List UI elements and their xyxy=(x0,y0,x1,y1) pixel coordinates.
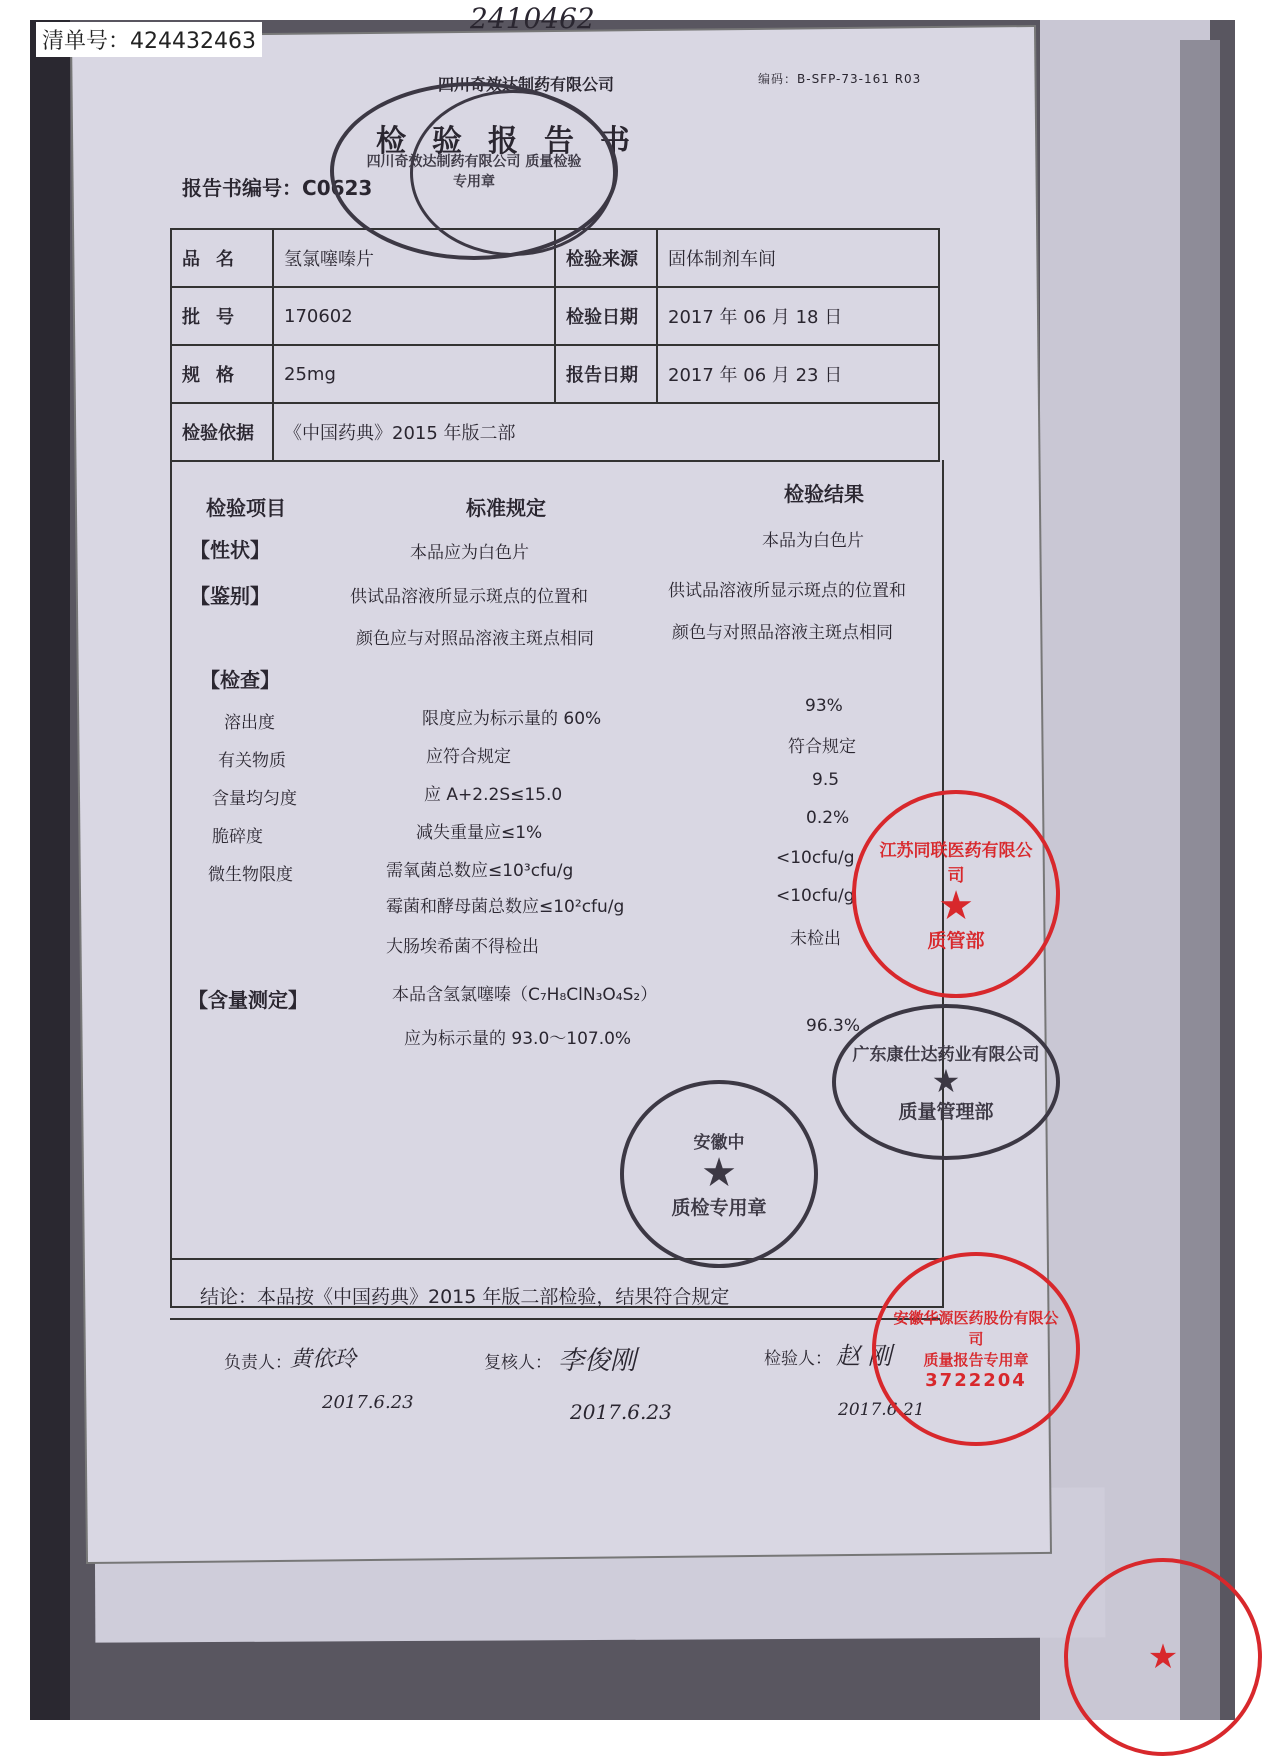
reviewer-date: 2017.6.23 xyxy=(570,1400,672,1424)
star-icon: ★ xyxy=(938,882,974,929)
identification-result-1: 供试品溶液所显示斑点的位置和 xyxy=(668,581,906,601)
label-name: 品名 xyxy=(171,229,273,287)
star-icon: ★ xyxy=(701,1150,737,1196)
col-standard-header: 标准规定 xyxy=(466,496,546,520)
assay-standard-1: 本品含氢氯噻嗪（C₇H₈ClN₃O₄S₂） xyxy=(392,985,658,1005)
assay-result: 96.3% xyxy=(806,1016,861,1036)
micro-standard: 大肠埃希菌不得检出 xyxy=(386,937,539,957)
label-source: 检验来源 xyxy=(555,229,657,287)
check-item: 微生物限度 xyxy=(208,865,293,885)
red-stamp-jiangsu-ring: 江苏同联医药有限公司 xyxy=(879,840,1033,886)
star-icon: ★ xyxy=(931,1062,961,1100)
check-item: 有关物质 xyxy=(218,751,286,771)
company-name: 四川奇效达制药有限公司 xyxy=(438,75,615,94)
responsible-signature: 黄依玲 xyxy=(290,1347,357,1372)
stamp-anhui-ring: 安徽中 xyxy=(693,1133,745,1153)
stamp-guangdong-bottom: 质量管理部 xyxy=(898,1101,994,1123)
label-report-date: 报告日期 xyxy=(555,345,657,403)
label-basis: 检验依据 xyxy=(171,403,273,461)
assay-standard-2: 应为标示量的 93.0～107.0% xyxy=(404,1029,632,1049)
character-label: 【性状】 xyxy=(190,538,270,562)
stamp-guangdong-ring: 广东康仕达药业有限公司 xyxy=(852,1045,1040,1065)
red-stamp-huayuan-number: 3722204 xyxy=(925,1370,1027,1391)
top-seal-text: 四川奇效达制药有限公司 质量检验专用章 xyxy=(366,154,582,190)
identification-standard-2: 颜色应与对照品溶液主斑点相同 xyxy=(356,629,594,649)
check-result: 9.5 xyxy=(812,770,840,790)
check-result: 符合规定 xyxy=(788,737,856,757)
character-result: 本品为白色片 xyxy=(762,531,864,551)
reviewer-signature: 李俊刚 xyxy=(558,1346,637,1376)
report-number-label: 报告书编号：C xyxy=(182,176,317,200)
check-result: 0.2% xyxy=(806,808,850,828)
assay-label: 【含量测定】 xyxy=(188,988,308,1012)
red-stamp-huayuan-mid: 质量报告专用章 xyxy=(923,1351,1029,1369)
value-test-date: 2017 年 06 月 18 日 xyxy=(657,287,939,345)
label-test-date: 检验日期 xyxy=(555,287,657,345)
table-row xyxy=(171,403,939,461)
identification-result-2: 颜色与对照品溶液主斑点相同 xyxy=(672,623,893,643)
inspector-label: 检验人： xyxy=(764,1349,832,1369)
micro-result: 未检出 xyxy=(790,929,841,949)
identification-label: 【鉴别】 xyxy=(190,584,270,608)
value-name: 氢氯噻嗪片 xyxy=(273,229,555,287)
identification-standard-1: 供试品溶液所显示斑点的位置和 xyxy=(350,587,588,607)
character-standard: 本品应为白色片 xyxy=(410,543,529,563)
check-standard: 应 A+2.2S≤15.0 xyxy=(424,785,563,805)
table-row xyxy=(171,287,939,345)
stamp-anhui-bottom: 质检专用章 xyxy=(671,1197,767,1219)
list-number: 清单号：424432463 xyxy=(36,22,262,57)
inspector-signature: 赵 刚 xyxy=(836,1342,892,1370)
table-row xyxy=(171,345,939,403)
label-batch: 批号 xyxy=(171,287,273,345)
col-item-header: 检验项目 xyxy=(206,496,286,520)
conclusion-divider xyxy=(170,1258,940,1260)
stamp-anhui-quality xyxy=(620,1080,818,1268)
inspector-date: 2017.6.21 xyxy=(838,1400,925,1420)
document-code: 编码：B-SFP-73-161 R03 xyxy=(758,72,922,86)
check-item: 含量均匀度 xyxy=(212,789,297,809)
red-stamp-corner xyxy=(1064,1558,1262,1756)
red-stamp-jiangsu xyxy=(852,790,1060,998)
value-spec: 25mg xyxy=(273,345,555,403)
conclusion: 结论：本品按《中国药典》2015 年版二部检验，结果符合规定 xyxy=(200,1286,730,1308)
value-basis: 《中国药典》2015 年版二部 xyxy=(273,403,939,461)
responsible-date: 2017.6.23 xyxy=(322,1392,414,1413)
check-standard: 限度应为标示量的 60% xyxy=(422,709,602,729)
info-table xyxy=(170,228,940,462)
value-report-date: 2017 年 06 月 23 日 xyxy=(657,345,939,403)
check-item: 脆碎度 xyxy=(212,827,263,847)
red-stamp-anhui-huayuan xyxy=(872,1252,1080,1446)
red-stamp-jiangsu-bottom: 质管部 xyxy=(927,929,985,952)
top-quality-seal-2 xyxy=(410,90,616,256)
check-standard: 减失重量应≤1% xyxy=(416,823,543,843)
value-source: 固体制剂车间 xyxy=(657,229,939,287)
value-batch: 170602 xyxy=(273,287,555,345)
check-result: <10cfu/g xyxy=(776,848,855,868)
responsible-label: 负责人： xyxy=(224,1353,292,1373)
label-spec: 规格 xyxy=(171,345,273,403)
check-result: 93% xyxy=(805,696,843,716)
col-result-header: 检验结果 xyxy=(784,482,864,506)
check-label: 【检查】 xyxy=(200,668,280,692)
check-item: 溶出度 xyxy=(224,713,275,733)
red-stamp-huayuan-ring: 安徽华源医药股份有限公司 xyxy=(893,1309,1059,1348)
reviewer-label: 复核人： xyxy=(484,1353,552,1373)
micro-standard: 霉菌和酵母菌总数应≤10²cfu/g xyxy=(386,897,625,917)
micro-result: <10cfu/g xyxy=(776,886,855,906)
stamp-guangdong xyxy=(832,1004,1060,1160)
check-standard: 需氧菌总数应≤10³cfu/g xyxy=(386,861,574,881)
page-title: 检验报告书 xyxy=(376,124,656,159)
handwritten-number: 2410462 xyxy=(470,2,595,35)
report-number-value: 0623 xyxy=(316,176,373,200)
star-icon: ★ xyxy=(1147,1637,1179,1677)
conclusion-divider-bottom xyxy=(170,1318,940,1320)
check-standard: 应符合规定 xyxy=(426,747,511,767)
